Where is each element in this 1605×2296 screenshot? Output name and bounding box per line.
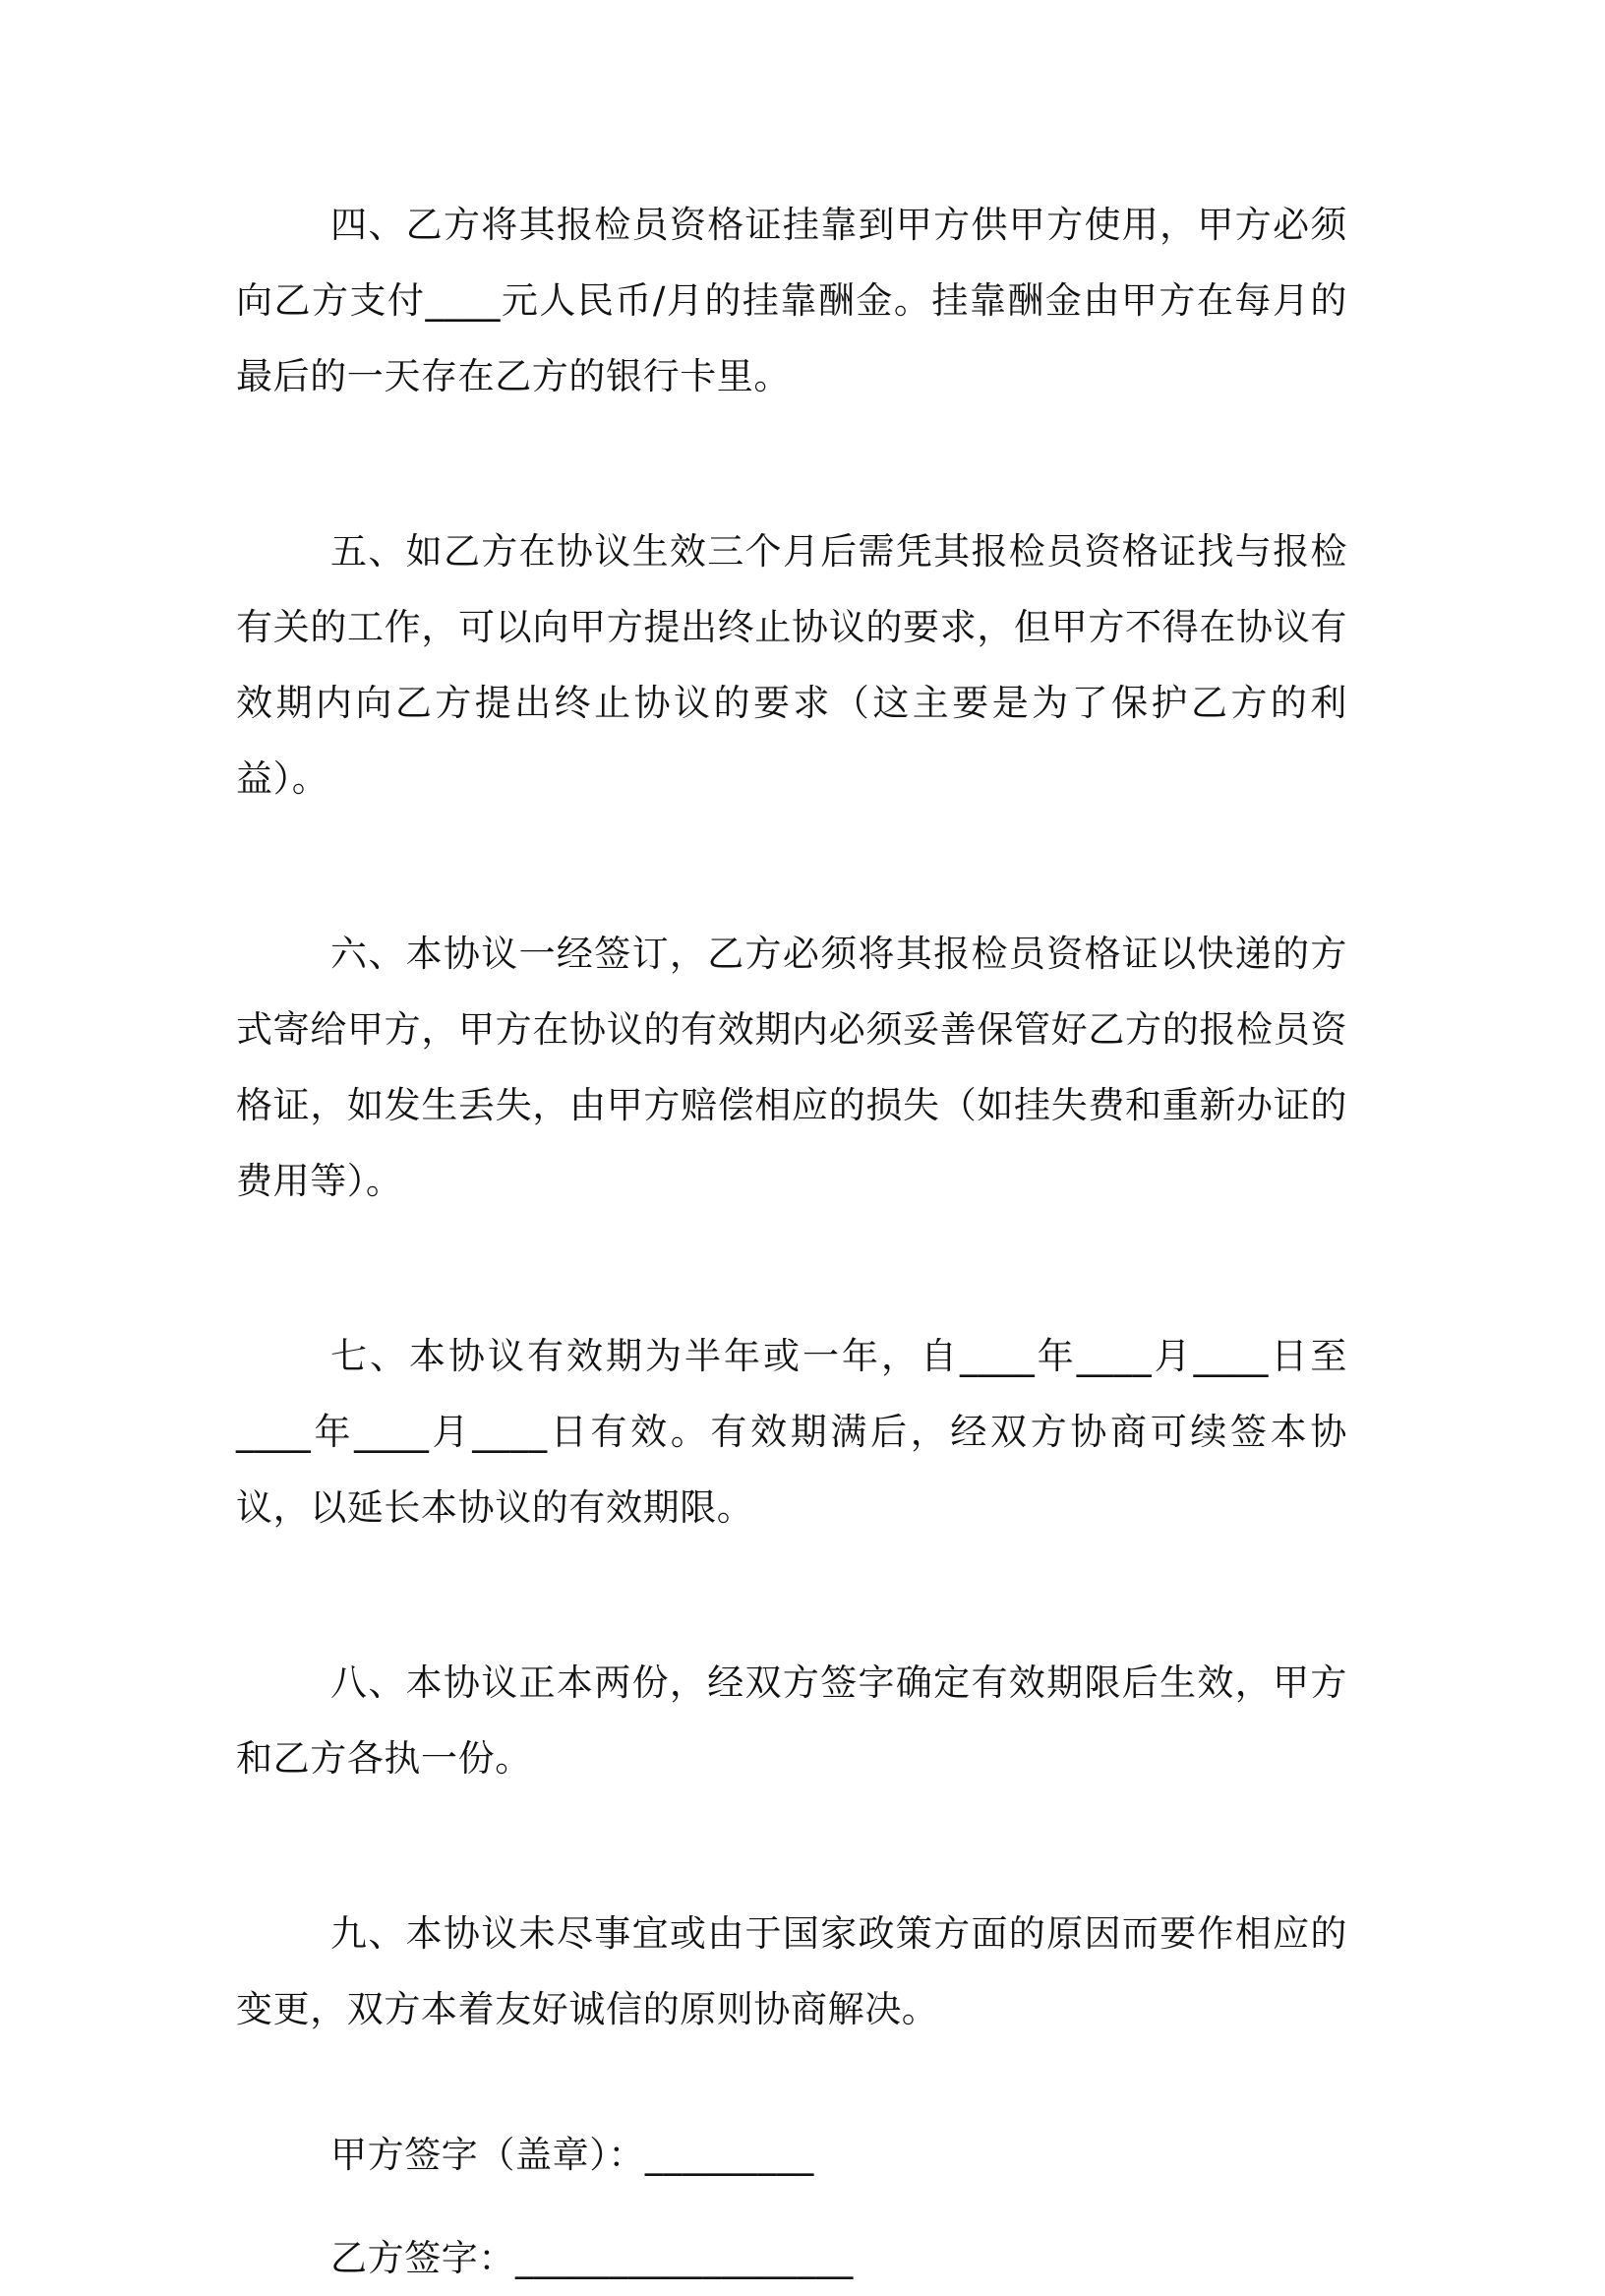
clause-6: 六、本协议一经签订，乙方必须将其报检员资格证以快递的方式寄给甲方，甲方在协议的有效期内必须妥善保管好乙方的报检员资格证，如发生丢失，由甲方赔偿相应的损失（如挂失费和重新办证的费用等）。	[236, 933, 1347, 1202]
clause-9: 九、本协议未尽事宜或由于国家政策方面的原因而要作相应的变更，双方本着友好诚信的原则协商解决。	[236, 1912, 1347, 2030]
clause-5: 五、如乙方在协议生效三个月后需凭其报检员资格证找与报检有关的工作，可以向甲方提出终止协议的要求，但甲方不得在协议有效期内向乙方提出终止协议的要求（这主要是为了保护乙方的利益）。	[236, 530, 1347, 800]
party-a-signature-blank: _________	[644, 2134, 814, 2176]
party-b-signature-blank: __________________	[515, 2237, 854, 2279]
document-body	[236, 187, 1347, 2296]
clause-8: 八、本协议正本两份，经双方签字确定有效期限后生效，甲方和乙方各执一份。	[236, 1662, 1347, 1780]
party-b-signature-label: 乙方签字：	[330, 2237, 515, 2279]
party-a-signature-line	[236, 2117, 1347, 2193]
clause-4: 四、乙方将其报检员资格证挂靠到甲方供甲方使用，甲方必须向乙方支付____元人民币/月的挂靠酬金。挂靠酬金由甲方在每月的最后的一天存在乙方的银行卡里。	[236, 204, 1347, 397]
party-a-signature-label: 甲方签字（盖章）：	[330, 2134, 645, 2176]
clause-7: 七、本协议有效期为半年或一年，自____年____月____日至____年____月____日有效。有效期满后，经双方协商可续签本协议，以延长本协议的有效期限。	[236, 1335, 1347, 1529]
party-b-signature-line	[236, 2220, 1347, 2296]
